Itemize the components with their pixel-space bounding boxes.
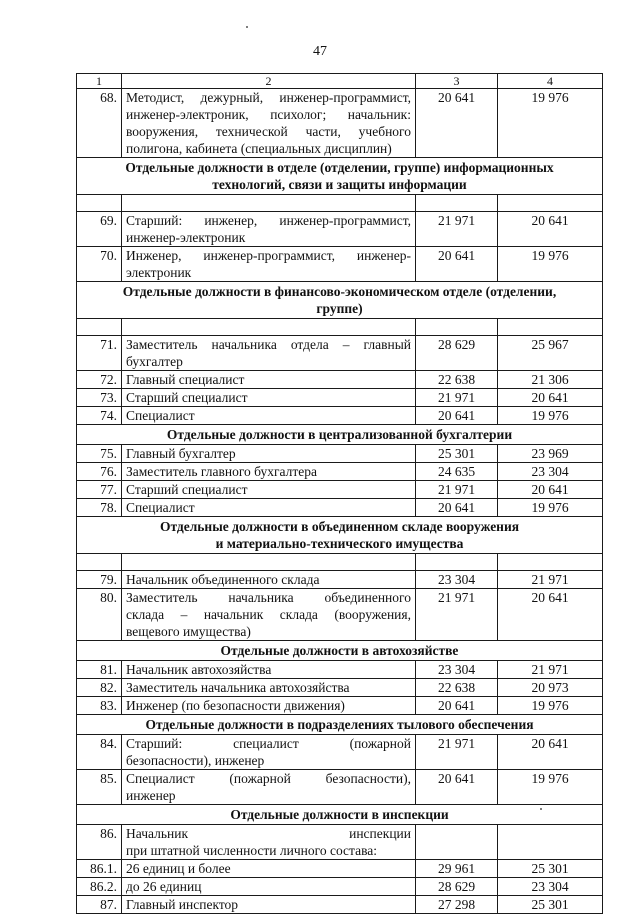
position-title-line: Специалист <box>126 408 195 423</box>
table-row <box>77 896 603 914</box>
position-title <box>122 389 416 407</box>
value-col-4: 21 306 <box>498 371 603 389</box>
table-row <box>77 389 603 407</box>
spacer-cell <box>77 319 122 336</box>
section-heading-row <box>77 425 603 445</box>
position-title-line: Главный инспектор <box>126 897 239 912</box>
row-number: 79. <box>77 571 122 589</box>
row-number: 73. <box>77 389 122 407</box>
row-number: 80. <box>77 589 122 641</box>
position-title <box>122 212 416 247</box>
position-title <box>122 679 416 697</box>
position-title-line: Старший: инженер, инженер-программист, <box>126 213 411 228</box>
section-heading-line: Отдельные должности в объединенном складе вооружения <box>159 519 520 534</box>
section-heading-line: Отдельные должности в централизованной бухгалтерии <box>166 427 513 442</box>
value-col-3: 20 641 <box>416 697 498 715</box>
section-heading-row <box>77 517 603 554</box>
position-title-line: до 26 единиц <box>126 879 202 894</box>
value-col-4: 23 969 <box>498 445 603 463</box>
row-number: 70. <box>77 247 122 282</box>
table-row <box>77 89 603 158</box>
row-number: 68. <box>77 89 122 158</box>
row-number: 74. <box>77 407 122 425</box>
position-title-line: Заместитель начальника автохозяйства <box>126 680 350 695</box>
value-col-3: 20 641 <box>416 407 498 425</box>
position-title-line: склада – начальник склада (вооружения, <box>126 607 411 622</box>
value-col-4: 20 641 <box>498 735 603 770</box>
position-title-line: инженер-электроник, психолог; начальник: <box>126 107 411 122</box>
section-heading <box>77 158 603 195</box>
table-row <box>77 247 603 282</box>
row-number: 82. <box>77 679 122 697</box>
value-col-4: 25 301 <box>498 896 603 914</box>
position-title <box>122 89 416 158</box>
value-col-4: 20 641 <box>498 212 603 247</box>
row-number: 77. <box>77 481 122 499</box>
row-number: 71. <box>77 336 122 371</box>
value-col-4: 25 967 <box>498 336 603 371</box>
position-title-line: полигона, кабинета (специальных дисциплин) <box>126 141 392 156</box>
position-title <box>122 499 416 517</box>
spacer-cell <box>122 195 416 212</box>
row-number: 86.2. <box>77 878 122 896</box>
position-title-line: Старший: специалист (пожарной <box>126 736 411 751</box>
position-title <box>122 661 416 679</box>
section-heading-line: Отдельные должности в финансово-экономическом отделе (отделении, <box>122 284 557 299</box>
value-col-3: 21 971 <box>416 389 498 407</box>
spacer-cell <box>122 554 416 571</box>
position-title-line: Методист, дежурный, инженер-программист, <box>126 90 411 105</box>
value-col-3: 20 641 <box>416 499 498 517</box>
section-heading <box>77 805 603 825</box>
value-col-4: 19 976 <box>498 770 603 805</box>
value-col-3: 20 641 <box>416 89 498 158</box>
spacer-cell <box>77 554 122 571</box>
value-col-4: 19 976 <box>498 697 603 715</box>
position-title <box>122 825 416 860</box>
position-title-line: Начальник инспекции <box>126 826 411 841</box>
table-row <box>77 571 603 589</box>
position-title-line: Специалист <box>126 500 195 515</box>
row-number: 72. <box>77 371 122 389</box>
spacer-cell <box>416 319 498 336</box>
row-number: 86.1. <box>77 860 122 878</box>
row-number: 81. <box>77 661 122 679</box>
table-row <box>77 481 603 499</box>
table-row <box>77 770 603 805</box>
position-title-line: Заместитель главного бухгалтера <box>126 464 318 479</box>
position-title <box>122 697 416 715</box>
position-title-line: Главный специалист <box>126 372 245 387</box>
position-title-line: безопасности), инженер <box>126 753 265 768</box>
position-title-line: Инженер (по безопасности движения) <box>126 698 345 713</box>
spacer-cell <box>416 554 498 571</box>
position-title-line: вещевого имущества) <box>126 624 251 639</box>
row-number: 76. <box>77 463 122 481</box>
position-title <box>122 445 416 463</box>
position-title-line: инженер <box>126 788 176 803</box>
value-col-4 <box>498 825 603 860</box>
spacer-cell <box>416 195 498 212</box>
table-row <box>77 407 603 425</box>
position-title <box>122 336 416 371</box>
spacer-row <box>77 195 603 212</box>
spacer-row <box>77 554 603 571</box>
section-heading-line: Отдельные должности в подразделениях тылового обеспечения <box>145 717 534 732</box>
section-heading-row <box>77 282 603 319</box>
section-heading <box>77 517 603 554</box>
position-title <box>122 571 416 589</box>
position-title-line: 26 единиц и более <box>126 861 231 876</box>
header-col-3: 3 <box>416 74 498 89</box>
value-col-3: 21 971 <box>416 212 498 247</box>
section-heading-line: группе) <box>316 301 363 316</box>
position-title <box>122 371 416 389</box>
row-number: 87. <box>77 896 122 914</box>
position-title <box>122 463 416 481</box>
page-number: 47 <box>313 44 327 59</box>
row-number: 84. <box>77 735 122 770</box>
position-title-line: электроник <box>126 265 192 280</box>
value-col-3: 23 304 <box>416 661 498 679</box>
section-heading-line: Отдельные должности в отделе (отделении, группе) информационных <box>125 160 554 175</box>
value-col-3: 25 301 <box>416 445 498 463</box>
section-heading-row <box>77 641 603 661</box>
position-title-line: Начальник автохозяйства <box>126 662 272 677</box>
value-col-4: 20 641 <box>498 481 603 499</box>
header-col-4: 4 <box>498 74 603 89</box>
salary-table <box>76 73 603 914</box>
table-row <box>77 697 603 715</box>
value-col-3: 20 641 <box>416 770 498 805</box>
table-row <box>77 463 603 481</box>
table-row <box>77 499 603 517</box>
header-col-1: 1 <box>77 74 122 89</box>
position-title <box>122 896 416 914</box>
spacer-cell <box>77 195 122 212</box>
value-col-3: 28 629 <box>416 878 498 896</box>
value-col-4: 21 971 <box>498 571 603 589</box>
spacer-row <box>77 319 603 336</box>
position-title-line: Начальник объединенного склада <box>126 572 320 587</box>
value-col-4: 19 976 <box>498 407 603 425</box>
header-col-2: 2 <box>122 74 416 89</box>
section-heading <box>77 715 603 735</box>
value-col-4: 20 641 <box>498 389 603 407</box>
table-row <box>77 825 603 860</box>
row-number: 78. <box>77 499 122 517</box>
position-title <box>122 247 416 282</box>
position-title <box>122 481 416 499</box>
position-title-line: Специалист (пожарной безопасности), <box>126 771 411 786</box>
section-heading-row <box>77 715 603 735</box>
position-title-line: при штатной численности личного состава: <box>126 843 378 858</box>
position-title-line: бухгалтер <box>126 354 183 369</box>
position-title-line: Заместитель начальника отдела – главный <box>126 337 411 352</box>
value-col-4: 25 301 <box>498 860 603 878</box>
position-title <box>122 407 416 425</box>
value-col-3: 24 635 <box>416 463 498 481</box>
position-title-line: Инженер, инженер-программист, инженер- <box>126 248 411 263</box>
section-heading <box>77 641 603 661</box>
position-title-line: вооружения, технической части, учебного <box>126 124 411 139</box>
scan-speck <box>246 26 248 28</box>
position-title <box>122 589 416 641</box>
value-col-3: 22 638 <box>416 679 498 697</box>
value-col-3: 23 304 <box>416 571 498 589</box>
position-title-line: Заместитель начальника объединенного <box>126 590 411 605</box>
value-col-3 <box>416 825 498 860</box>
spacer-cell <box>498 319 603 336</box>
position-title <box>122 878 416 896</box>
section-heading <box>77 425 603 445</box>
row-number: 85. <box>77 770 122 805</box>
value-col-3: 27 298 <box>416 896 498 914</box>
table-row <box>77 735 603 770</box>
value-col-4: 19 976 <box>498 247 603 282</box>
section-heading-line: и материально-технического имущества <box>215 536 464 551</box>
value-col-4: 23 304 <box>498 463 603 481</box>
position-title-line: инженер-электроник <box>126 230 246 245</box>
table-row <box>77 212 603 247</box>
table-row <box>77 445 603 463</box>
value-col-4: 19 976 <box>498 499 603 517</box>
value-col-3: 28 629 <box>416 336 498 371</box>
position-title <box>122 735 416 770</box>
section-heading-line: технологий, связи и защиты информации <box>212 177 467 192</box>
value-col-4: 23 304 <box>498 878 603 896</box>
value-col-4: 21 971 <box>498 661 603 679</box>
value-col-3: 22 638 <box>416 371 498 389</box>
scan-speck <box>540 808 542 810</box>
table-body <box>77 74 603 914</box>
value-col-3: 21 971 <box>416 481 498 499</box>
table-row <box>77 661 603 679</box>
position-title-line: Старший специалист <box>126 482 248 497</box>
table-row <box>77 679 603 697</box>
position-title-line: Главный бухгалтер <box>126 446 236 461</box>
spacer-cell <box>498 195 603 212</box>
table-row <box>77 589 603 641</box>
row-number: 86. <box>77 825 122 860</box>
row-number: 69. <box>77 212 122 247</box>
position-title <box>122 770 416 805</box>
value-col-4: 20 641 <box>498 589 603 641</box>
row-number: 83. <box>77 697 122 715</box>
section-heading-line: Отдельные должности в инспекции <box>230 807 449 822</box>
table-row <box>77 371 603 389</box>
section-heading-line: Отдельные должности в автохозяйстве <box>220 643 459 658</box>
value-col-3: 21 971 <box>416 735 498 770</box>
table-row <box>77 860 603 878</box>
value-col-4: 19 976 <box>498 89 603 158</box>
value-col-4: 20 973 <box>498 679 603 697</box>
table-header-row <box>77 74 603 89</box>
table-row <box>77 878 603 896</box>
section-heading <box>77 282 603 319</box>
value-col-3: 20 641 <box>416 247 498 282</box>
value-col-3: 29 961 <box>416 860 498 878</box>
position-title-line: Старший специалист <box>126 390 248 405</box>
table-row <box>77 336 603 371</box>
section-heading-row <box>77 805 603 825</box>
position-title <box>122 860 416 878</box>
value-col-3: 21 971 <box>416 589 498 641</box>
row-number: 75. <box>77 445 122 463</box>
spacer-cell <box>498 554 603 571</box>
section-heading-row <box>77 158 603 195</box>
spacer-cell <box>122 319 416 336</box>
